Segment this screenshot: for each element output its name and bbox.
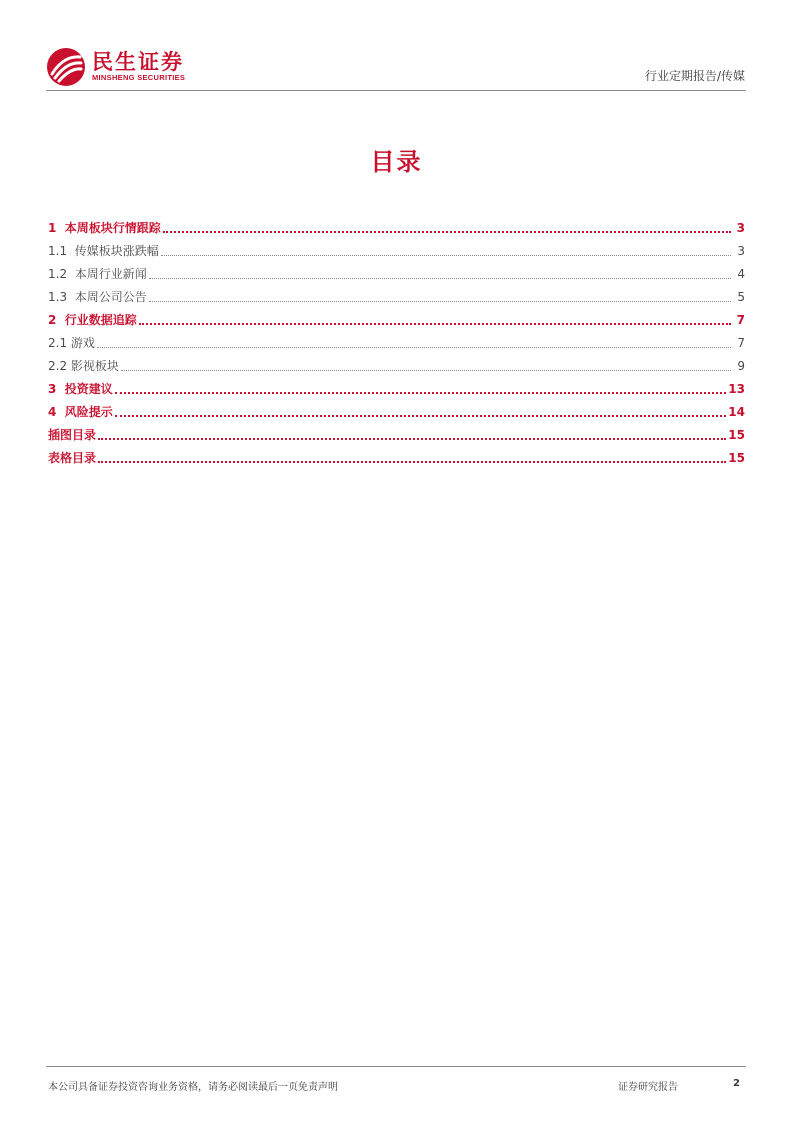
toc-entry-page: 13 xyxy=(728,382,745,396)
toc-entry[interactable] xyxy=(48,351,745,374)
page-number: 2 xyxy=(733,1078,740,1089)
toc-dot-leader xyxy=(139,323,731,325)
toc-entry-page: 3 xyxy=(737,244,745,258)
toc-dot-leader xyxy=(115,392,727,394)
toc-entry-title: 2.1 游戏 xyxy=(48,336,95,350)
toc-entry-page: 4 xyxy=(737,267,745,281)
toc-entry-page: 7 xyxy=(736,313,745,327)
toc-dot-leader xyxy=(149,278,731,279)
toc-dot-leader xyxy=(115,415,727,417)
page-header xyxy=(0,0,793,92)
toc-entry-title: 1.1 传媒板块涨跌幅 xyxy=(48,244,159,258)
table-of-contents xyxy=(48,213,745,466)
toc-entry-title: 4 风险提示 xyxy=(48,405,113,419)
toc-dot-leader xyxy=(98,438,726,440)
toc-entry-page: 9 xyxy=(737,359,745,373)
toc-entry-page: 7 xyxy=(737,336,745,350)
footer-disclaimer: 本公司具备证券投资咨询业务资格，请务必阅读最后一页免责声明 xyxy=(48,1082,338,1093)
toc-dot-leader xyxy=(98,461,726,463)
toc-entry[interactable] xyxy=(48,236,745,259)
toc-entry-title: 2.2 影视板块 xyxy=(48,359,119,373)
toc-entry[interactable] xyxy=(48,213,745,236)
toc-entry-title: 2 行业数据追踪 xyxy=(48,313,137,327)
toc-entry[interactable] xyxy=(48,374,745,397)
toc-entry[interactable] xyxy=(48,305,745,328)
brand-name-cn: 民生证券 xyxy=(92,50,184,74)
toc-dot-leader xyxy=(161,255,731,256)
toc-entry-title: 1 本周板块行情跟踪 xyxy=(48,221,161,235)
toc-entry-title: 插图目录 xyxy=(48,428,97,442)
header-divider xyxy=(46,90,746,91)
toc-entry-title: 1.3 本周公司公告 xyxy=(48,290,147,304)
toc-entry[interactable] xyxy=(48,420,745,443)
toc-entry[interactable] xyxy=(48,443,745,466)
report-type: 行业定期报告/传媒 xyxy=(644,69,745,83)
toc-entry-page: 3 xyxy=(736,221,745,235)
toc-entry-title: 表格目录 xyxy=(48,451,97,465)
toc-entry[interactable] xyxy=(48,259,745,282)
toc-entry-page: 14 xyxy=(728,405,745,419)
toc-entry[interactable] xyxy=(48,282,745,305)
toc-entry-page: 15 xyxy=(728,428,745,442)
toc-dot-leader xyxy=(121,370,731,371)
toc-entry-page: 15 xyxy=(728,451,745,465)
toc-entry[interactable] xyxy=(48,328,745,351)
footer-divider xyxy=(46,1066,746,1067)
brand-name-en: MINSHENG SECURITIES xyxy=(92,73,186,82)
toc-dot-leader xyxy=(163,231,731,233)
footer-report-label: 证券研究报告 xyxy=(618,1082,678,1093)
toc-title: 目录 xyxy=(370,148,423,176)
minsheng-logo-icon xyxy=(46,47,86,87)
toc-entry-title: 3 投资建议 xyxy=(48,382,113,396)
toc-entry[interactable] xyxy=(48,397,745,420)
toc-dot-leader xyxy=(149,301,731,302)
toc-entry-title: 1.2 本周行业新闻 xyxy=(48,267,147,281)
toc-entry-page: 5 xyxy=(737,290,745,304)
toc-dot-leader xyxy=(97,347,731,348)
